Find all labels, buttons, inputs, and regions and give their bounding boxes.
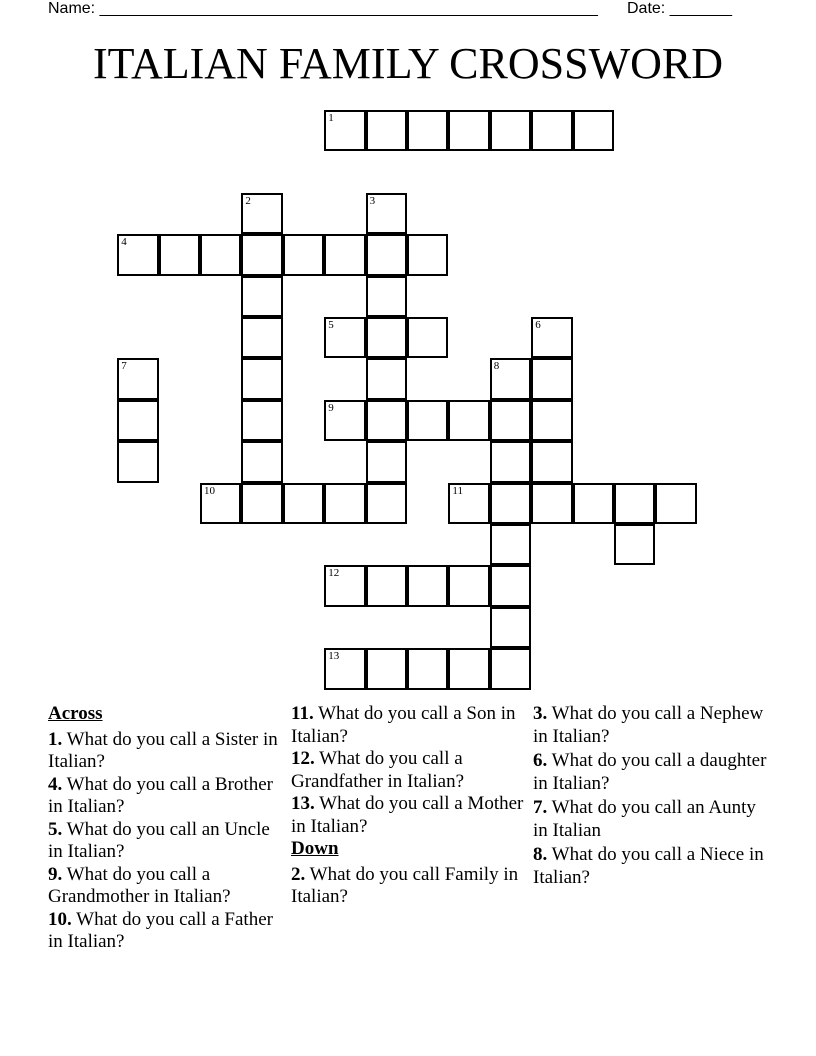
date-field-label[interactable]: Date: _______ — [627, 0, 732, 17]
clue-number: 11 — [452, 484, 463, 497]
grid-cell[interactable] — [407, 648, 448, 689]
grid-cell[interactable] — [324, 483, 365, 524]
down-clue-7: 7. What do you call an Aunty in Italian — [533, 797, 756, 841]
grid-cell-8[interactable] — [490, 358, 531, 399]
grid-cell[interactable] — [324, 234, 365, 275]
grid-cell[interactable] — [614, 524, 655, 565]
grid-cell-9[interactable] — [324, 400, 365, 441]
grid-cell[interactable] — [117, 441, 158, 482]
grid-cell[interactable] — [531, 483, 572, 524]
name-field-label[interactable]: Name: ________________________________________________________ — [48, 0, 598, 17]
grid-cell[interactable] — [241, 317, 282, 358]
grid-cell[interactable] — [407, 400, 448, 441]
clue-number: 1 — [328, 112, 334, 124]
down-clue-6: 6. What do you call a daughter in Italian? — [533, 750, 767, 794]
down-heading: Down — [291, 838, 339, 859]
grid-cell[interactable] — [366, 358, 407, 399]
grid-cell[interactable] — [366, 441, 407, 482]
grid-cell[interactable] — [655, 483, 696, 524]
grid-cell-12[interactable] — [324, 565, 365, 606]
grid-cell-10[interactable] — [200, 483, 241, 524]
grid-cell[interactable] — [573, 483, 614, 524]
clue-number: 5 — [328, 319, 334, 331]
down-clue-8: 8. What do you call a Niece in Italian? — [533, 844, 764, 888]
page-title: ITALIAN FAMILY CROSSWORD — [92, 39, 724, 88]
grid-cell-6[interactable] — [531, 317, 572, 358]
across-clue-4: 4. What do you call a Brother in Italian? — [48, 773, 273, 817]
grid-cell-7[interactable] — [117, 358, 158, 399]
grid-cell-2[interactable] — [241, 193, 282, 234]
clue-number: 2 — [245, 194, 251, 207]
clue-number: 7 — [121, 360, 127, 373]
across-clue-5: 5. What do you call an Uncle in Italian? — [48, 818, 270, 862]
grid-cell-11[interactable] — [448, 483, 489, 524]
grid-cell[interactable] — [366, 234, 407, 275]
grid-cell[interactable] — [366, 565, 407, 606]
grid-cell[interactable] — [241, 441, 282, 482]
across-clue-1: 1. What do you call a Sister in Italian? — [48, 728, 278, 772]
across-clue-9: 9. What do you call a Grandmother in Italian? — [48, 863, 231, 907]
grid-cell[interactable] — [448, 400, 489, 441]
grid-cell-5[interactable] — [324, 317, 365, 358]
grid-cell-13[interactable] — [324, 648, 365, 689]
grid-cell[interactable] — [407, 317, 448, 358]
grid-cell[interactable] — [490, 110, 531, 151]
grid-cell[interactable] — [283, 483, 324, 524]
grid-cell-3[interactable] — [366, 193, 407, 234]
clues-column-2 — [291, 703, 526, 909]
grid-cell[interactable] — [366, 317, 407, 358]
clue-number: 8 — [493, 360, 500, 373]
grid-cell[interactable] — [366, 110, 407, 151]
grid-cell[interactable] — [241, 400, 282, 441]
grid-cell[interactable] — [241, 234, 282, 275]
grid-cell[interactable] — [117, 400, 158, 441]
grid-cell[interactable] — [490, 441, 531, 482]
clue-number: 9 — [328, 401, 334, 414]
grid-cell[interactable] — [366, 483, 407, 524]
grid-cell[interactable] — [366, 648, 407, 689]
grid-cell[interactable] — [241, 358, 282, 399]
down-clue-2: 2. What do you call Family in Italian? — [291, 863, 519, 907]
across-clue-11: 11. What do you call a Son in Italian? — [291, 703, 516, 747]
grid-cell[interactable] — [490, 483, 531, 524]
grid-cell[interactable] — [490, 400, 531, 441]
across-clue-10: 10. What do you call a Father in Italian? — [48, 908, 273, 952]
grid-cell[interactable] — [241, 276, 282, 317]
header — [48, 0, 748, 20]
grid-cell[interactable] — [407, 565, 448, 606]
clue-number: 12 — [328, 567, 340, 580]
grid-cell[interactable] — [200, 234, 241, 275]
clues-column-3 — [533, 703, 768, 889]
grid-cell[interactable] — [531, 110, 572, 151]
grid-cell[interactable] — [448, 565, 489, 606]
grid-cell[interactable] — [573, 110, 614, 151]
clue-number: 3 — [369, 194, 376, 207]
grid-cell-1[interactable] — [324, 110, 365, 151]
across-clue-12: 12. What do you call a Grandfather in Italian? — [291, 748, 465, 792]
grid-cell[interactable] — [366, 400, 407, 441]
grid-cell[interactable] — [407, 234, 448, 275]
grid-cell[interactable] — [448, 648, 489, 689]
grid-cell[interactable] — [614, 483, 655, 524]
across-clue-13: 13. What do you call a Mother in Italian? — [291, 793, 524, 837]
grid-cell[interactable] — [407, 110, 448, 151]
grid-cell[interactable] — [283, 234, 324, 275]
grid-cell[interactable] — [531, 400, 572, 441]
grid-cell[interactable] — [159, 234, 200, 275]
clue-number: 13 — [328, 650, 340, 663]
grid-cell[interactable] — [490, 648, 531, 689]
down-clue-3: 3. What do you call a Nephew in Italian? — [533, 703, 764, 747]
grid-cell-4[interactable] — [117, 234, 158, 275]
grid-cell[interactable] — [490, 524, 531, 565]
clue-number: 10 — [204, 484, 215, 497]
grid-cell[interactable] — [531, 358, 572, 399]
grid-cell[interactable] — [241, 483, 282, 524]
clue-number: 6 — [535, 319, 541, 331]
grid-cell[interactable] — [490, 565, 531, 606]
clues-column-1 — [48, 703, 283, 954]
grid-cell[interactable] — [490, 607, 531, 648]
across-heading: Across — [48, 703, 103, 724]
clue-number: 4 — [121, 236, 127, 249]
grid-cell[interactable] — [366, 276, 407, 317]
grid-cell[interactable] — [448, 110, 489, 151]
grid-cell[interactable] — [531, 441, 572, 482]
